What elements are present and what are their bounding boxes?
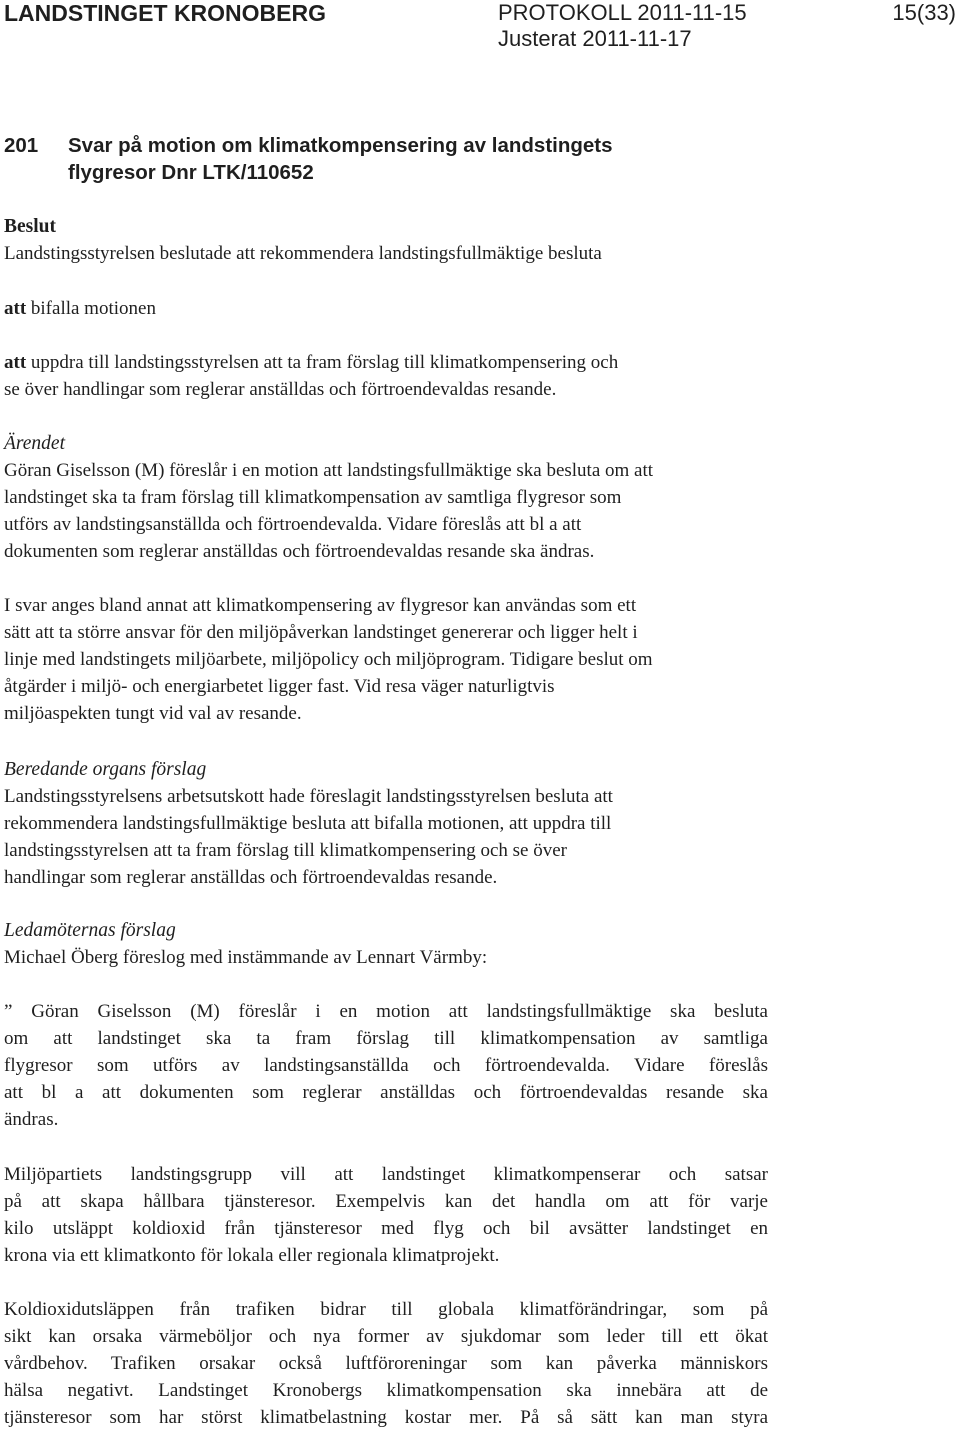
arendet-heading: Ärendet — [4, 433, 66, 454]
paragraph-line: landstingsstyrelsen att ta fram förslag till klimatkompensering och se över — [4, 840, 568, 861]
beslut-intro — [4, 240, 768, 267]
paragraph-line: ” Göran Giselsson (M) föreslår i en motion att landstingsfullmäktige ska besluta — [4, 1001, 768, 1022]
header-page-number: 15(33) — [892, 0, 956, 25]
beslut-item-1-text: bifalla motionen — [26, 298, 156, 319]
paragraph-line: att bl a att dokumenten som reglerar anställdas och förtroendevaldas resande ska — [4, 1082, 768, 1103]
ledamoter-intro — [4, 944, 768, 971]
beslut-item-1-line — [4, 295, 768, 322]
beslut-item-2 — [4, 349, 768, 403]
paragraph-line: hälsa negativt. Landstinget Kronobergs klimatkompensation ska innebära att de — [4, 1380, 768, 1401]
header-organization: LANDSTINGET KRONOBERG — [4, 0, 326, 26]
quote-paragraph-2 — [4, 1161, 768, 1269]
beslut-intro-line: Landstingsstyrelsen beslutade att rekommendera landstingsfullmäktige besluta — [4, 243, 602, 264]
paragraph-line: linje med landstingets miljöarbete, miljöpolicy och miljöprogram. Tidigare beslut om — [4, 649, 653, 670]
header-justerat-date: Justerat 2011-11-17 — [498, 26, 692, 51]
section-number: 201 — [4, 134, 39, 157]
beslut-item-2-line-2: se över handlingar som reglerar anställdas och förtroendevaldas resande. — [4, 379, 557, 400]
paragraph-line: åtgärder i miljö- och energiarbetet ligger fast. Vid resa väger naturligtvis — [4, 676, 555, 697]
paragraph-line: ändras. — [4, 1109, 59, 1130]
paragraph-line: sikt kan orsaka värmeböljor och nya former av sjukdomar som leder till ett ökat — [4, 1326, 768, 1347]
att-keyword: att — [4, 298, 27, 319]
paragraph-line: Göran Giselsson (M) föreslår i en motion att landstingsfullmäktige ska besluta om att — [4, 460, 654, 481]
att-keyword: att — [4, 352, 27, 373]
header-protocol-date: PROTOKOLL 2011-11-15 — [498, 0, 747, 25]
paragraph-line: rekommendera landstingsfullmäktige besluta att bifalla motionen, att uppdra till — [4, 813, 612, 834]
paragraph-line: dokumenten som reglerar anställdas och förtroendevaldas resande ska ändras. — [4, 541, 595, 562]
ledamoter-heading: Ledamöternas förslag — [4, 920, 176, 941]
paragraph-line: på att skapa hållbara tjänsteresor. Exempelvis kan det handla om att för varje — [4, 1191, 768, 1212]
paragraph-line: miljöaspekten tungt vid val av resande. — [4, 703, 302, 724]
beslut-item-2-line-1 — [4, 349, 768, 376]
beslut-item-2-text: uppdra till landstingsstyrelsen att ta fram förslag till klimatkompensering och — [26, 352, 619, 373]
paragraph-line: krona via ett klimatkonto för lokala eller regionala klimatprojekt. — [4, 1245, 500, 1266]
paragraph-line: Miljöpartiets landstingsgrupp vill att landstinget klimatkompenserar och satsar — [4, 1164, 768, 1185]
paragraph-line: I svar anges bland annat att klimatkompensering av flygresor kan användas som ett — [4, 595, 637, 616]
section-title — [4, 132, 613, 186]
paragraph-line: handlingar som reglerar anställdas och förtroendevaldas resande. — [4, 867, 498, 888]
paragraph-line: sätt att ta större ansvar för den miljöpåverkan landstinget genererar och ligger helt i — [4, 622, 638, 643]
section-title-line-1: Svar på motion om klimatkompensering av landstingets — [68, 134, 613, 157]
arendet-paragraph-1 — [4, 457, 768, 565]
beslut-item-1 — [4, 295, 768, 322]
paragraph-line: landstinget ska ta fram förslag till klimatkompensation av samtliga flygresor som — [4, 487, 622, 508]
paragraph-line: kilo utsläppt koldioxid från tjänsteresor med flyg och bil avsätter landstinget en — [4, 1218, 768, 1239]
beredande-paragraph — [4, 783, 768, 891]
quote-paragraph-1 — [4, 998, 768, 1133]
section-title-line-2: flygresor Dnr LTK/110652 — [68, 161, 314, 184]
paragraph-line: Michael Öberg föreslog med instämmande av Lennart Värmby: — [4, 947, 488, 968]
paragraph-line: flygresor som utförs av landstingsanställda och förtroendevalda. Vidare föreslås — [4, 1055, 768, 1076]
paragraph-line: vårdbehov. Trafiken orsakar också luftföroreningar som kan påverka människors — [4, 1353, 768, 1374]
beredande-heading: Beredande organs förslag — [4, 759, 207, 780]
arendet-paragraph-2 — [4, 592, 768, 727]
beslut-heading: Beslut — [4, 216, 57, 237]
paragraph-line: utförs av landstingsanställda och förtroendevalda. Vidare föreslås att bl a att — [4, 514, 582, 535]
paragraph-line: tjänsteresor som har störst klimatbelastning kostar mer. På så sätt kan man styra — [4, 1407, 768, 1428]
paragraph-line: Landstingsstyrelsens arbetsutskott hade föreslagit landstingsstyrelsen besluta att — [4, 786, 613, 807]
paragraph-line: om att landstinget ska ta fram förslag till klimatkompensation av samtliga — [4, 1028, 768, 1049]
paragraph-line: Koldioxidutsläppen från trafiken bidrar till globala klimatförändringar, som på — [4, 1299, 768, 1320]
quote-paragraph-3 — [4, 1296, 768, 1431]
